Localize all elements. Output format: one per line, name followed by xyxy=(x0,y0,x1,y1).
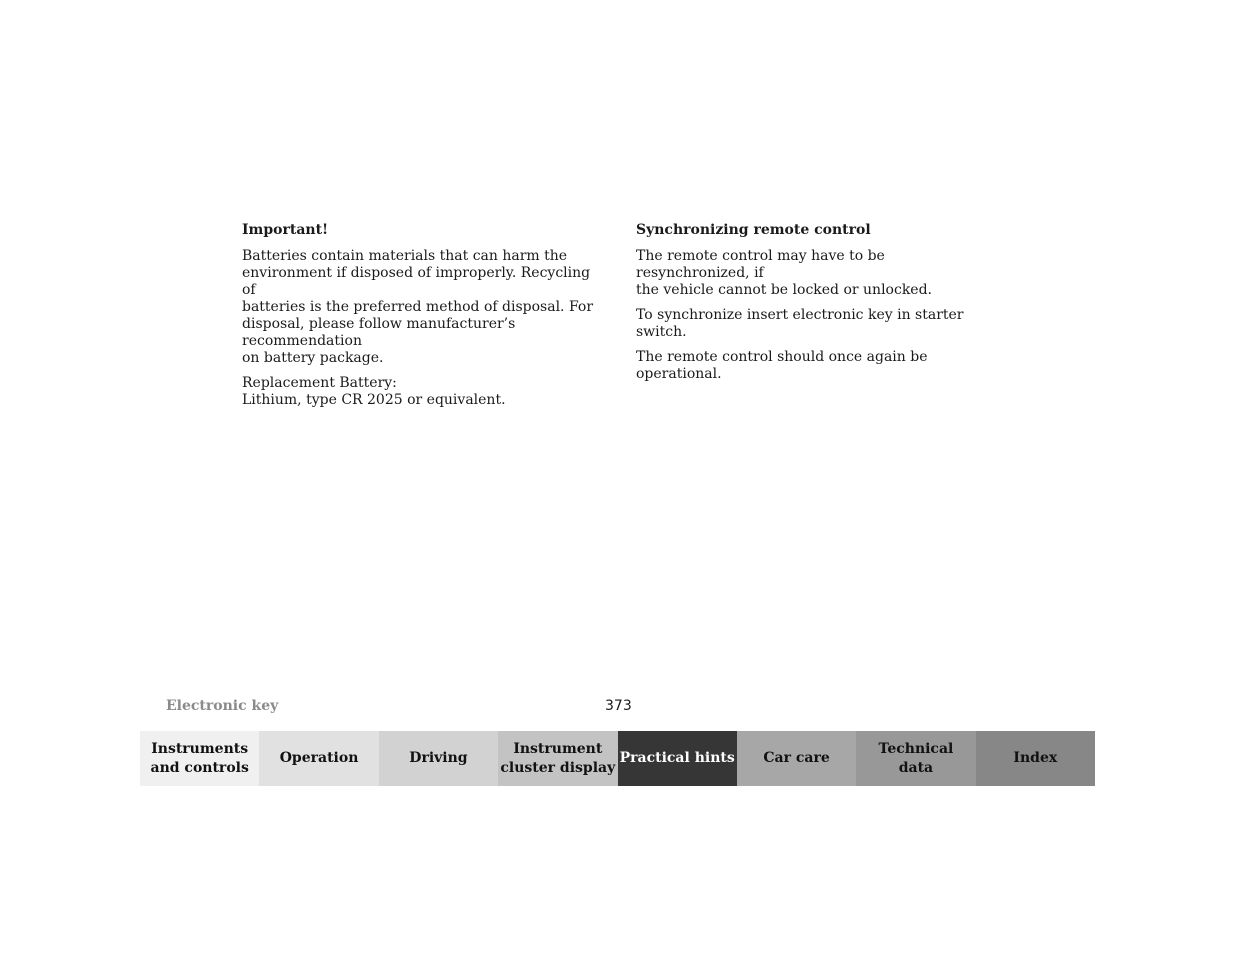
text-line: environment if disposed of improperly. Recycling of xyxy=(242,265,591,298)
page-number: 373 xyxy=(605,698,632,714)
left-column xyxy=(242,220,604,417)
tab-technical-data[interactable] xyxy=(856,731,975,786)
text-line: batteries is the preferred method of disposal. For xyxy=(242,299,594,315)
tab-label: data xyxy=(898,759,934,776)
battery-disposal-paragraph xyxy=(242,248,604,367)
tab-car-care[interactable] xyxy=(737,731,856,786)
tab-label: Index xyxy=(1013,750,1058,766)
replacement-battery-paragraph xyxy=(242,375,604,409)
text-line: Lithium, type CR 2025 or equivalent. xyxy=(242,392,506,408)
tab-label: Operation xyxy=(279,750,359,766)
tab-label: cluster display xyxy=(500,759,616,776)
resynchronize-paragraph xyxy=(636,248,998,299)
synchronize-instruction-paragraph: To synchronize insert electronic key in starter switch. xyxy=(636,307,964,340)
important-heading: Important! xyxy=(242,222,329,238)
tab-label: Technical xyxy=(878,740,954,757)
tab-driving[interactable] xyxy=(379,731,498,786)
tab-label: Car care xyxy=(763,750,830,766)
text-line: the vehicle cannot be locked or unlocked. xyxy=(636,282,933,298)
tab-practical-hints[interactable] xyxy=(618,731,737,786)
tab-label: Instruments xyxy=(151,740,249,757)
chapter-tab-bar xyxy=(140,731,1095,786)
footer-section-title: Electronic key xyxy=(166,698,279,714)
text-line: on battery package. xyxy=(242,350,384,366)
text-line: disposal, please follow manufacturer’s recommendation xyxy=(242,316,516,349)
operational-paragraph: The remote control should once again be operational. xyxy=(636,349,928,382)
tab-label: Driving xyxy=(409,750,468,766)
synchronizing-heading: Synchronizing remote control xyxy=(636,222,871,238)
tab-index[interactable] xyxy=(976,731,1095,786)
tab-label: Practical hints xyxy=(619,750,735,766)
tab-instruments-and-controls[interactable] xyxy=(140,731,259,786)
tab-operation[interactable] xyxy=(259,731,378,786)
right-column xyxy=(636,220,998,391)
tab-label: Instrument xyxy=(513,740,603,757)
text-line: Batteries contain materials that can harm the xyxy=(242,248,568,264)
text-line: Replacement Battery: xyxy=(242,375,397,391)
tab-instrument-cluster-display[interactable] xyxy=(498,731,617,786)
text-line: The remote control may have to be resynchronized, if xyxy=(636,248,885,281)
tab-label: and controls xyxy=(150,759,249,776)
